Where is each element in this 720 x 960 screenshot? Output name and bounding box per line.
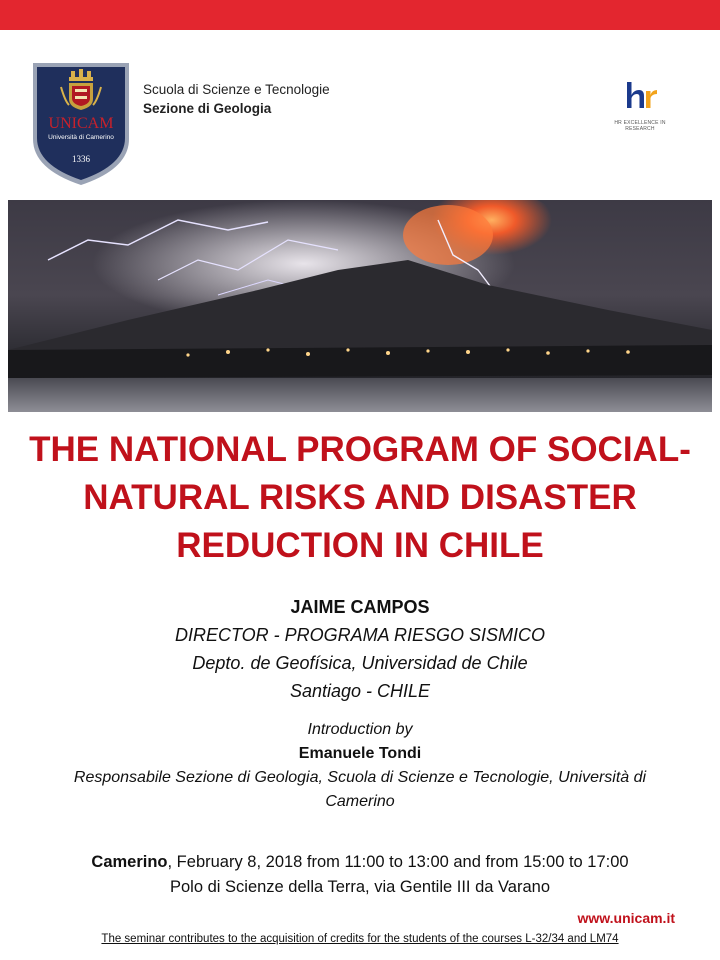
event-venue: Polo di Scienze della Terra, via Gentile III da Varano — [169, 878, 551, 896]
logo-name: UNICAM — [48, 115, 114, 132]
event-details — [0, 850, 720, 900]
event-city: Camerino — [91, 853, 168, 871]
hr-excellence-badge — [600, 78, 680, 130]
logo-year: 1336 — [72, 154, 90, 164]
seminar-title — [14, 426, 706, 570]
section-line: Sezione di Geologia — [143, 101, 272, 116]
hr-tagline: HR EXCELLENCE IN RESEARCH — [614, 120, 666, 132]
event-datetime — [0, 850, 720, 875]
volcano-eruption-photo — [8, 200, 712, 412]
speaker-location: Santiago - CHILE — [289, 681, 431, 701]
intro-role-cont: Camerino — [325, 793, 395, 810]
intro-name: Emanuele Tondi — [298, 745, 422, 762]
speaker-block — [0, 593, 720, 705]
title-line: NATURAL RISKS AND DISASTER — [83, 478, 637, 517]
credits-note: The seminar contributes to the acquisition of credits for the students of the courses L-32/34 and LM74 — [101, 933, 619, 945]
event-date: , February 8, 2018 from 11:00 to 13:00 and from 15:00 to 17:00 — [167, 853, 629, 871]
logo-subtitle: Università di Camerino — [48, 134, 114, 141]
hr-logo-icon — [600, 78, 680, 120]
top-color-bar — [0, 0, 720, 30]
school-name — [143, 80, 330, 118]
speaker-affiliation: Depto. de Geofísica, Universidad de Chile — [192, 653, 528, 673]
speaker-name: JAIME CAMPOS — [290, 597, 430, 617]
school-line: Scuola di Scienze e Tecnologie — [143, 82, 330, 97]
title-line: THE NATIONAL PROGRAM OF SOCIAL- — [29, 430, 691, 469]
title-line: REDUCTION IN CHILE — [176, 526, 544, 565]
website-link[interactable]: www.unicam.it — [577, 910, 675, 926]
introduction-block — [0, 718, 720, 814]
unicam-logo — [31, 61, 131, 187]
intro-label: Introduction by — [307, 721, 413, 738]
intro-role: Responsabile Sezione di Geologia, Scuola di Scienze e Tecnologie, Università di — [73, 769, 647, 786]
speaker-role: DIRECTOR - PROGRAMA RIESGO SISMICO — [174, 625, 546, 645]
